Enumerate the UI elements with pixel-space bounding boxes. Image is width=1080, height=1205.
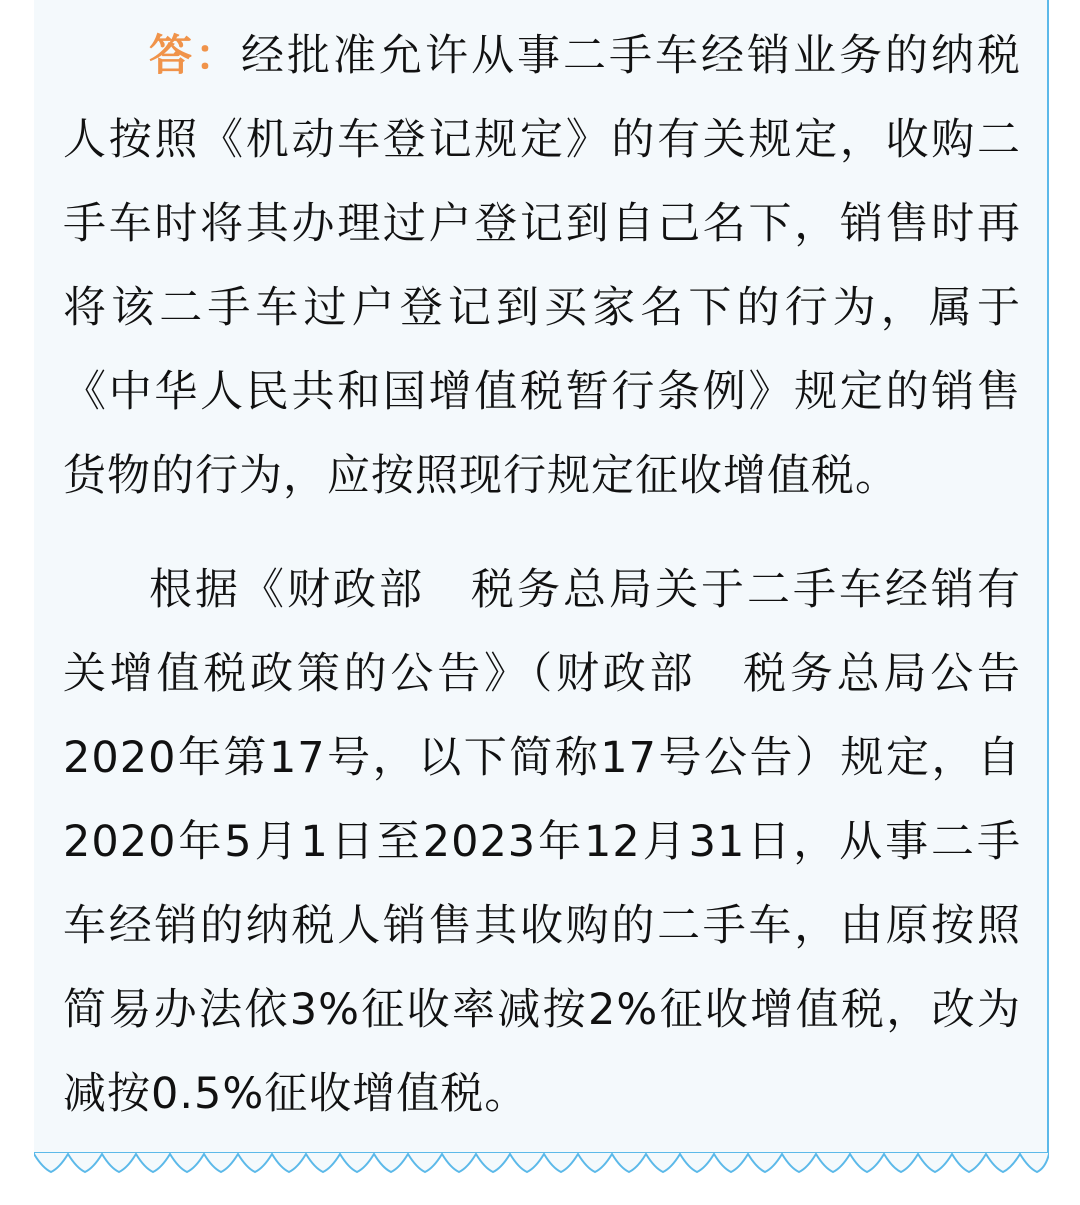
answer-paragraph-1 — [63, 14, 1021, 518]
answer-paragraph-2: 根据《财政部 税务总局关于二手车经销有关增值税政策的公告》（财政部 税务总局公告2020年第17号，以下简称17号公告）规定，自2020年5月1日至2023年12月31日，从事二手车经销的纳税人销售其收购的二手车，由原按照简易办法依3%征收率减按2%征收增值税，改为减按0.5%征收增值税。 — [63, 565, 1021, 1119]
card-right-border — [1047, 0, 1049, 1173]
wave-border-bottom — [34, 1152, 1049, 1174]
answer-label: 答： — [149, 31, 241, 81]
answer-paragraph-1-text: 经批准允许从事二手车经销业务的纳税人按照《机动车登记规定》的有关规定，收购二手车时将其办理过户登记到自己名下，销售时再将该二手车过户登记到买家名下的行为，属于《中华人民共和国增值税暂行条例》规定的销售货物的行为，应按照现行规定征收增值税。 — [63, 31, 1021, 501]
answer-text-block — [63, 0, 1021, 1136]
